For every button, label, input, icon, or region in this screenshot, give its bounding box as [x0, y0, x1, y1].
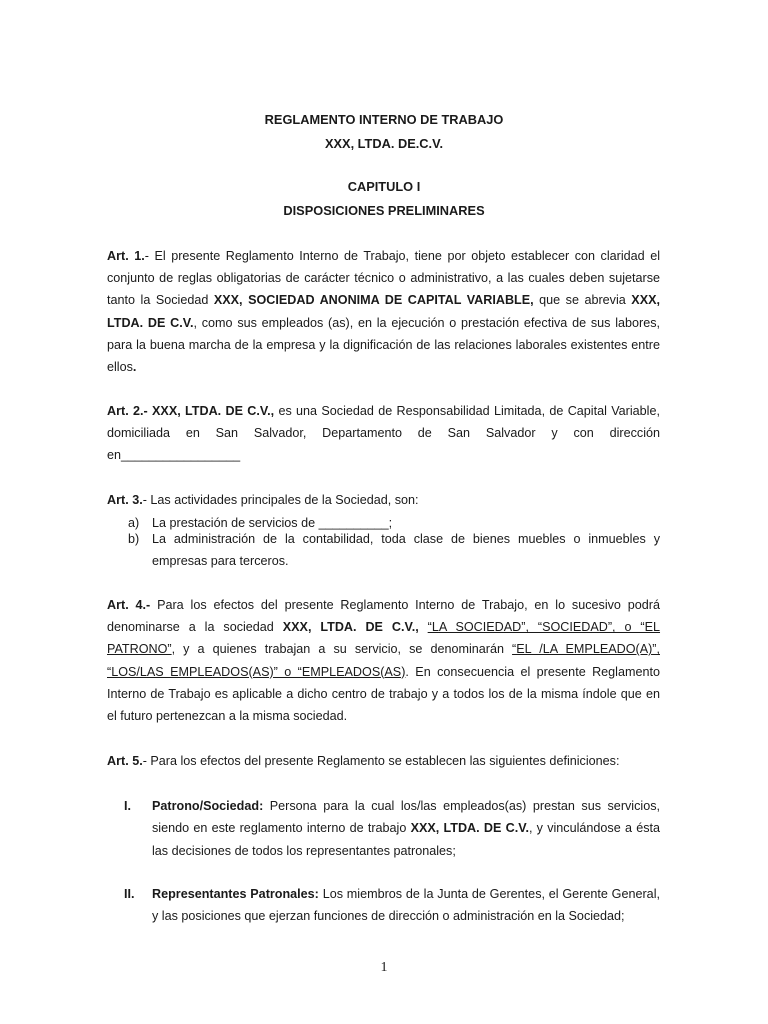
list-item — [128, 528, 660, 572]
company-abbrev: XXX, LTDA. DE C.V. — [107, 293, 660, 330]
company-name: XXX, LTDA. DE.C.V. — [324, 136, 444, 151]
list-item-text: La prestación de servicios de __________; — [152, 516, 393, 530]
chapter-heading: CAPITULO I — [347, 179, 421, 194]
definition-term: Patrono/Sociedad: — [152, 799, 264, 813]
list-marker: a) — [128, 516, 140, 530]
company-alias: “LA SOCIEDAD”, “SOCIEDAD”, o “EL PATRONO” — [107, 620, 661, 657]
article-text: que se abrevia — [533, 293, 632, 308]
chapter-title: DISPOSICIONES PRELIMINARES — [283, 203, 485, 218]
article-text: , y a quienes trabajan a su servicio, se denominarán — [171, 642, 513, 657]
article-3 — [107, 489, 660, 511]
company-abbrev: XXX, LTDA. DE C.V. — [410, 821, 529, 836]
article-2 — [107, 400, 660, 467]
article-text: - Las actividades principales de la Sociedad, son: — [142, 493, 419, 507]
list-item-text: La administración de la contabilidad, toda clase de bienes muebles o inmuebles y empresas para terceros. — [152, 532, 660, 568]
page-number: 1 — [380, 960, 388, 975]
definition-number: I. — [124, 799, 131, 813]
definition-term: Representantes Patronales: — [152, 887, 319, 901]
definition-number: II. — [124, 887, 135, 901]
article-text: . En consecuencia el presente Reglamento Interno de Trabajo es aplicable a dicho centro de trabajo y a todos los de la misma índole que en el futuro pertenezcan a la misma sociedad. — [107, 664, 660, 724]
article-5 — [107, 750, 660, 772]
company-full-name: XXX, SOCIEDAD ANONIMA DE CAPITAL VARIABLE, — [213, 293, 534, 308]
article-label: Art. 1. — [107, 249, 145, 263]
employee-alias: “EL /LA EMPLEADO(A)”, “LOS/LAS EMPLEADOS(AS)” o “EMPLEADOS(AS) — [107, 642, 660, 679]
company-abbrev: XXX, LTDA. DE C.V., — [282, 620, 419, 635]
definition-item — [124, 795, 660, 862]
article-label: Art. 2.- XXX, LTDA. DE C.V., — [107, 404, 275, 418]
article-label: Art. 5. — [107, 754, 143, 768]
article-text: es una Sociedad de Responsabilidad Limitada, de Capital Variable, domiciliada en San Salvador, Departamento de San Salvador y con dirección en_________________ — [107, 404, 660, 463]
article-4 — [107, 594, 660, 727]
definition-text: Representantes Patronales: Los miembros de la Junta de Gerentes, el Gerente General, y las posiciones que ejerzan funciones de dirección o administración en la Sociedad; — [152, 887, 660, 924]
article-text: - El presente Reglamento Interno de Trabajo, tiene por objeto establecer con claridad el conjunto de reglas obligatorias de carácter técnico o administrativo, a las cuales deben sujetarse tanto la Sociedad — [107, 249, 660, 308]
article-label: Art. 3. — [107, 493, 143, 507]
article-text: Para los efectos del presente Reglamento Interno de Trabajo, en lo sucesivo podrá denominarse a la sociedad — [107, 598, 660, 635]
article-text: , como sus empleados (as), en la ejecución o prestación efectiva de sus labores, para la buena marcha de la empresa y la dignificación de las relaciones laborales existentes entre ellos — [107, 315, 661, 375]
document-title: REGLAMENTO INTERNO DE TRABAJO — [264, 112, 504, 127]
article-text: - Para los efectos del presente Reglamento se establecen las siguientes definiciones: — [142, 754, 620, 768]
definition-text: Patrono/Sociedad: Persona para la cual los/las empleados(as) prestan sus servicios, siendo en este reglamento interno de trabajo XXX, LTDA. DE C.V., y vinculándose a ésta las decisiones de todos los representantes patronales; — [152, 799, 660, 858]
article-end-period: . — [132, 360, 137, 375]
article-text — [419, 620, 428, 634]
definition-item — [124, 883, 660, 928]
list-marker: b) — [128, 532, 140, 546]
article-label: Art. 4.- — [107, 598, 151, 612]
article-1 — [107, 245, 660, 378]
activities-list — [128, 515, 660, 572]
